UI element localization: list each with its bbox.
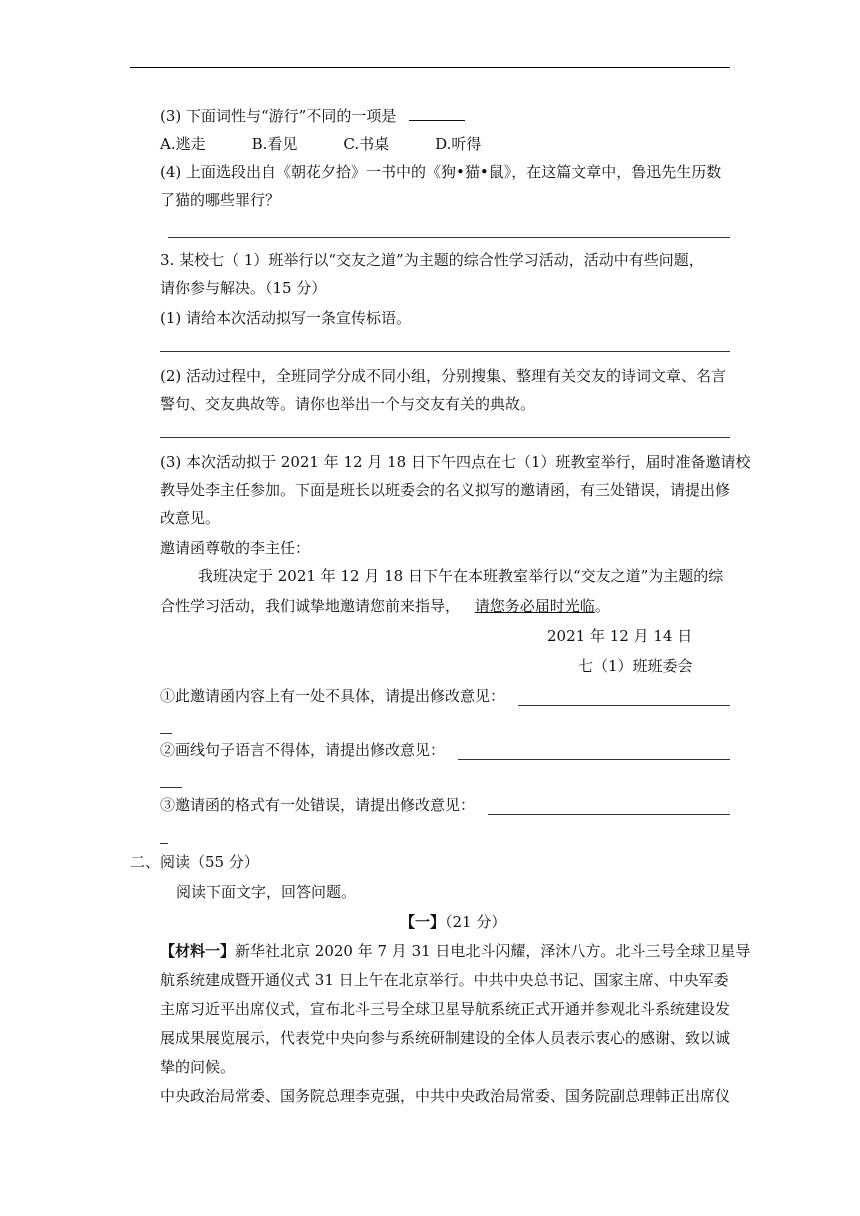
material-label: 【材料一】: [160, 942, 236, 960]
question-3-2-line2: 警句、交友典故等。请你也举出一个与交友有关的典故。: [160, 395, 536, 413]
option-a[interactable]: A.逃走: [160, 135, 206, 153]
option-b[interactable]: B.看见: [251, 135, 298, 153]
page-header-rule: [130, 67, 730, 68]
question-3-line1: 3. 某校七（ 1）班举行以“交友之道”为主题的综合性学习活动，活动中有些问题，: [160, 251, 704, 269]
material-line-3: 主席习近平出席仪式，宣布北斗三号全球卫星导航系统正式开通并参观北斗系统建设发: [160, 1000, 731, 1018]
option-d[interactable]: D.听得: [435, 135, 482, 153]
answer-line[interactable]: [458, 759, 730, 760]
section-2-instruction: 阅读下面文字，回答问题。: [176, 883, 357, 901]
answer-line[interactable]: [168, 237, 730, 238]
question-3-1: (1) 请给本次活动拟写一条宣传标语。: [160, 309, 412, 327]
answer-line[interactable]: [518, 705, 730, 706]
letter-signature: 七（1）班班委会: [578, 657, 693, 675]
part-score: （21 分）: [445, 913, 507, 931]
material-line-1: [160, 941, 750, 961]
letter-date: 2021 年 12 月 14 日: [547, 627, 693, 645]
answer-line-tail[interactable]: [160, 843, 168, 844]
answer-line[interactable]: [160, 437, 730, 438]
letter-body-text: 合性学习活动，我们诚挚地邀请您前来指导，: [160, 597, 461, 615]
answer-line-tail[interactable]: [160, 733, 172, 734]
question-3-2-line1: (2) 活动过程中，全班同学分成不同小组，分别搜集、整理有关交友的诗词文章、名言: [160, 367, 727, 385]
question-3-3-line3: 改意见。: [160, 509, 221, 527]
material-line-6: 中央政治局常委、国务院总理李克强，中共中央政治局常委、国务院副总理韩正出席仪: [160, 1087, 731, 1105]
answer-blank[interactable]: [409, 106, 465, 121]
section-2-title: 二、阅读（55 分）: [130, 853, 259, 871]
answer-line[interactable]: [160, 351, 730, 352]
letter-end-punct: 。: [594, 597, 610, 615]
answer-line[interactable]: [488, 814, 730, 815]
underlined-sentence: 请您务必届时光临: [474, 597, 595, 615]
letter-body-line1: 我班决定于 2021 年 12 月 18 日下午在本班教室举行以“交友之道”为主题的综: [198, 567, 724, 585]
question-2-4-line2: 了猫的哪些罪行？: [160, 191, 281, 209]
question-3-3-line1: (3) 本次活动拟于 2021 年 12 月 18 日下午四点在七（1）班教室举行，届时准备邀请校: [160, 453, 751, 471]
question-2-3-options: [160, 134, 527, 154]
letter-body-line2: [160, 596, 610, 616]
answer-line-tail[interactable]: [160, 787, 182, 788]
item-1-prompt: ①此邀请函内容上有一处不具体，请提出修改意见：: [160, 687, 506, 705]
question-2-3: [160, 106, 465, 126]
question-3-3-line2: 教导处李主任参加。下面是班长以班委会的名义拟写的邀请函，有三处错误，请提出修: [160, 481, 731, 499]
material-line-4: 展成果展览展示，代表党中央向参与系统研制建设的全体人员表示衷心的感谢、致以诚: [160, 1029, 731, 1047]
question-2-4-line1: (4) 上面选段出自《朝花夕拾》一书中的《狗•猫•鼠》，在这篇文章中，鲁迅先生历数: [160, 163, 722, 181]
item-2-prompt: ②画线句子语言不得体，请提出修改意见：: [160, 741, 446, 759]
item-3-prompt: ③邀请函的格式有一处错误，请提出修改意见：: [160, 796, 476, 814]
part-heading: [400, 912, 506, 932]
question-2-3-stem: (3) 下面词性与“游行”不同的一项是: [160, 107, 397, 125]
option-c[interactable]: C.书桌: [343, 135, 390, 153]
material-line-2: 航系统建成暨开通仪式 31 日上午在北京举行。中共中央总书记、国家主席、中央军委: [160, 971, 729, 989]
part-label: 【一】: [400, 913, 446, 931]
material-text: 新华社北京 2020 年 7 月 31 日电北斗闪耀，泽沐八方。北斗三号全球卫星导: [235, 942, 751, 960]
letter-heading: 邀请函尊敬的李主任：: [160, 539, 311, 557]
question-3-line2: 请你参与解决。（15 分）: [160, 279, 327, 297]
material-line-5: 挚的问候。: [160, 1058, 236, 1076]
